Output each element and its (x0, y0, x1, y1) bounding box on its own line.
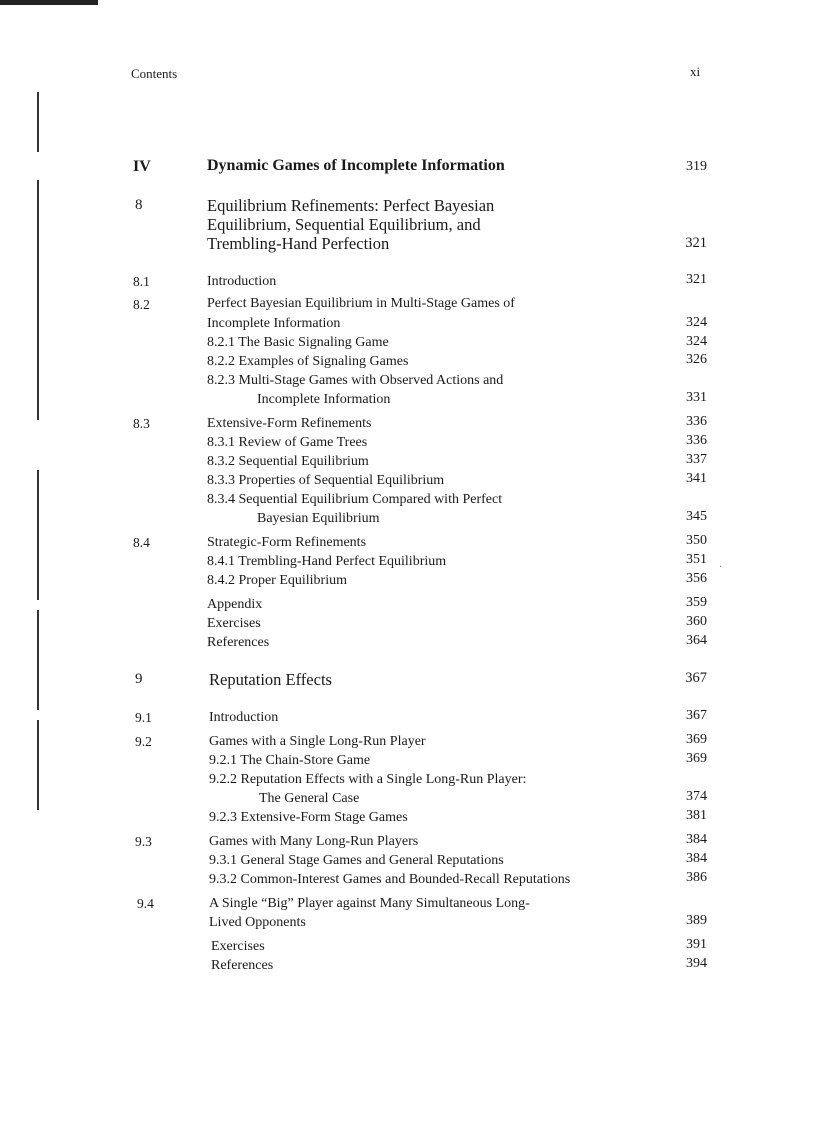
section-title: Games with Many Long-Run Players (209, 834, 419, 849)
chapter-page: 321 (685, 235, 707, 251)
subsection-page: 386 (686, 870, 707, 885)
stray-mark: · (719, 562, 723, 573)
section-page: 324 (686, 315, 707, 330)
section-title: A Single “Big” Player against Many Simultaneous Long- (209, 896, 530, 911)
section-number: 8.4 (133, 535, 150, 550)
exercises-page: 360 (686, 614, 707, 629)
subsection-title: 8.3.2 Sequential Equilibrium (207, 454, 369, 469)
appendix-page: 359 (686, 595, 707, 610)
section-page: 350 (686, 533, 707, 548)
subsection-page: 341 (686, 471, 707, 486)
subsection-title: 9.2.1 The Chain-Store Game (209, 753, 371, 768)
section-page: 369 (686, 732, 707, 747)
references-page: 364 (686, 633, 707, 648)
subsection-title: 8.2.2 Examples of Signaling Games (207, 354, 409, 369)
scan-margin-line (37, 180, 39, 420)
subsection-page: 331 (686, 390, 707, 405)
chapter-title: Reputation Effects (209, 670, 332, 689)
subsection-title: 8.3.1 Review of Game Trees (207, 435, 368, 450)
section-title: Games with a Single Long-Run Player (209, 734, 426, 749)
subsection-page: 336 (686, 433, 707, 448)
subsection-page: 345 (686, 509, 707, 524)
section-page: 321 (686, 272, 707, 287)
section-title: Strategic-Form Refinements (207, 535, 367, 550)
subsection-title: 8.3.4 Sequential Equilibrium Compared with Perfect (207, 492, 503, 507)
section-number: 9.2 (135, 734, 152, 749)
subsection-title: Bayesian Equilibrium (257, 511, 380, 526)
subsection-page: 369 (686, 751, 707, 766)
references-title: References (207, 635, 270, 650)
subsection-page: 356 (686, 571, 707, 586)
part-page: 319 (686, 159, 707, 174)
appendix-title: Appendix (207, 597, 263, 612)
section-title: Introduction (209, 710, 279, 725)
scan-edge-mark (0, 0, 98, 5)
subsection-title: 8.3.3 Properties of Sequential Equilibrium (207, 473, 445, 488)
subsection-page: 351 (686, 552, 707, 567)
subsection-title: Incomplete Information (257, 392, 391, 407)
subsection-page: 326 (686, 352, 707, 367)
subsection-title: 8.4.2 Proper Equilibrium (207, 573, 347, 588)
subsection-page: 381 (686, 808, 707, 823)
chapter-title: Equilibrium Refinements: Perfect Bayesian (207, 196, 495, 215)
section-title: Perfect Bayesian Equilibrium in Multi-Stage Games of (207, 296, 515, 311)
section-page: 367 (686, 708, 707, 723)
section-number: 8.1 (133, 274, 150, 289)
section-page: 384 (686, 832, 707, 847)
section-title: Lived Opponents (209, 915, 306, 930)
subsection-title: 9.2.2 Reputation Effects with a Single Long-Run Player: (209, 772, 527, 787)
page-number: xi (690, 64, 701, 79)
exercises-title: Exercises (207, 616, 261, 631)
subsection-page: 337 (686, 452, 707, 467)
subsection-title: 9.2.3 Extensive-Form Stage Games (209, 810, 408, 825)
section-number: 9.4 (137, 896, 154, 911)
subsection-page: 384 (686, 851, 707, 866)
section-page: 389 (686, 913, 707, 928)
subsection-title: 8.2.3 Multi-Stage Games with Observed Actions and (207, 373, 504, 388)
part-number: IV (133, 158, 151, 175)
chapter-number: 9 (135, 671, 143, 687)
subsection-title: The General Case (259, 791, 360, 806)
running-header-title: Contents (131, 66, 178, 81)
chapter-title: Equilibrium, Sequential Equilibrium, and (207, 215, 481, 234)
scan-margin-line (37, 470, 39, 600)
chapter-page: 367 (685, 670, 707, 686)
subsection-title: 9.3.1 General Stage Games and General Reputations (209, 853, 504, 868)
exercises-title: Exercises (211, 939, 265, 954)
chapter-title: Trembling-Hand Perfection (207, 234, 390, 253)
section-page: 336 (686, 414, 707, 429)
scan-margin-line (37, 92, 39, 152)
part-title: Dynamic Games of Incomplete Information (207, 157, 505, 174)
section-number: 8.3 (133, 416, 150, 431)
chapter-number: 8 (135, 197, 143, 213)
subsection-title: 8.2.1 The Basic Signaling Game (207, 335, 389, 350)
subsection-page: 374 (686, 789, 707, 804)
scan-margin-line (37, 610, 39, 710)
references-title: References (211, 958, 274, 973)
references-page: 394 (686, 956, 707, 971)
section-title: Extensive-Form Refinements (207, 416, 372, 431)
section-number: 9.1 (135, 710, 152, 725)
subsection-title: 9.3.2 Common-Interest Games and Bounded-Recall Reputations (209, 872, 571, 887)
section-number: 9.3 (135, 834, 152, 849)
exercises-page: 391 (686, 937, 707, 952)
section-number: 8.2 (133, 297, 150, 312)
subsection-page: 324 (686, 334, 707, 349)
subsection-title: 8.4.1 Trembling-Hand Perfect Equilibrium (207, 554, 447, 569)
section-title: Incomplete Information (207, 316, 341, 331)
section-title: Introduction (207, 274, 277, 289)
scan-margin-line (37, 720, 39, 810)
